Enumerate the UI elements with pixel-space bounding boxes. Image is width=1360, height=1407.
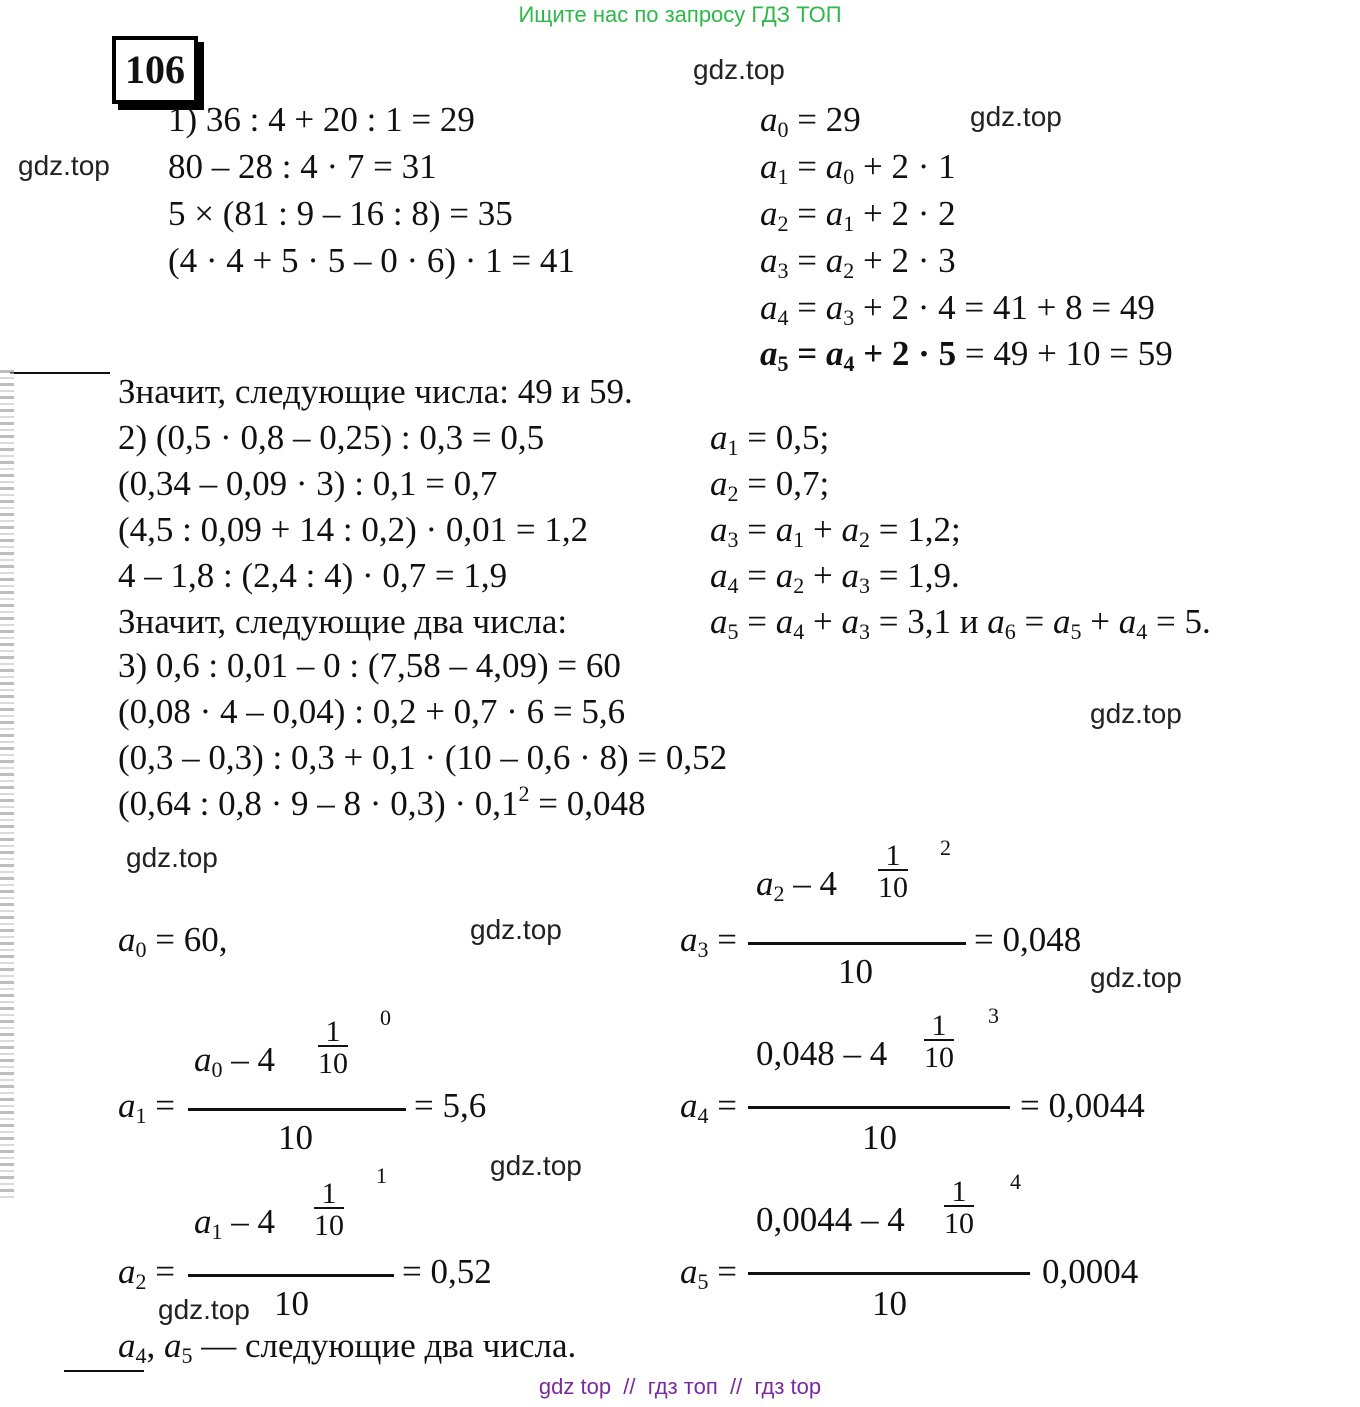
fraction-lhs: $a_2$ = xyxy=(118,1252,175,1294)
equation-line: 3) 0,6 : 0,01 – 0 : (7,58 – 4,09) = 60 xyxy=(118,646,621,685)
top-banner[interactable]: Ищите нас по запросу ГДЗ ТОП xyxy=(518,2,842,27)
sequence-formula: $a_4 = a_2 + a_3 = 1,9$. xyxy=(710,556,960,598)
bottom-banner[interactable]: gdz top // гдз топ // гдз top xyxy=(538,1374,822,1399)
sequence-formula: $a_5 = a_4 + 2 \cdot 5 = 49 + 10 = 59$ xyxy=(760,334,1173,376)
sequence-formula: $a_2 = 0,7$; xyxy=(710,464,830,506)
equation-line: 5 × (81 : 9 – 16 : 8) = 35 xyxy=(168,194,513,233)
fraction-numerator: 0,048 – 4 xyxy=(756,1034,888,1073)
paren-fraction: 1 10 xyxy=(944,1175,974,1240)
divider xyxy=(64,1370,144,1372)
equation-line: (4 · 4 + 5 · 5 – 0 · 6) · 1 = 41 xyxy=(168,241,575,280)
fraction-result: = 0,52 xyxy=(402,1252,492,1291)
task-number: 106 xyxy=(112,36,198,104)
fraction-lhs: $a_3$ = xyxy=(680,920,737,962)
equation-line: (0,3 – 0,3) : 0,3 + 0,1 · (10 – 0,6 · 8) = 0,52 xyxy=(118,738,728,777)
fraction-lhs: $a_1$ = xyxy=(118,1086,175,1128)
equation-line: 4 – 1,8 : (2,4 : 4) · 0,7 = 1,9 xyxy=(118,556,508,595)
fraction-result: = 5,6 xyxy=(414,1086,487,1125)
fraction-result: 0,0004 xyxy=(1042,1252,1139,1291)
fraction-lhs: $a_5$ = xyxy=(680,1252,737,1294)
fraction-bar xyxy=(188,1274,394,1277)
fraction-numerator: $a_0 - 4$ xyxy=(194,1040,275,1082)
scan-edge xyxy=(0,370,14,1200)
watermark: gdz.top xyxy=(158,1294,250,1325)
divider xyxy=(10,372,110,374)
fraction-denominator: 10 xyxy=(862,1118,897,1157)
watermark: gdz.top xyxy=(1090,962,1182,993)
equation-line: (0,34 – 0,09 · 3) : 0,1 = 0,7 xyxy=(118,464,498,503)
sequence-formula: $a_0 = 60$, xyxy=(118,920,228,962)
fraction-lhs: $a_4$ = xyxy=(680,1086,737,1128)
sequence-formula: $a_3 = a_1 + a_2 = 1,2$; xyxy=(710,510,961,552)
fraction-numerator: $a_2 - 4$ xyxy=(756,864,837,906)
sequence-formula: $a_1 = a_0 + 2 \cdot 1$ xyxy=(760,147,956,189)
exponent: 3 xyxy=(988,1003,999,1028)
fraction-numerator: 0,0044 – 4 xyxy=(756,1200,905,1239)
equation-line: 1) 36 : 4 + 20 : 1 = 29 xyxy=(168,100,475,139)
equation-line: 80 – 28 : 4 · 7 = 31 xyxy=(168,147,437,186)
sequence-formula: $a_4 = a_3 + 2 \cdot 4 = 41 + 8 = 49$ xyxy=(760,288,1155,330)
fraction-bar xyxy=(188,1108,406,1111)
watermark: gdz.top xyxy=(18,150,110,181)
sequence-formula: $a_5 = a_4 + a_3 = 3,1$ и $a_6 = a_5 + a_4 = 5$. xyxy=(710,602,1211,644)
sequence-formula: $a_2 = a_1 + 2 \cdot 2$ xyxy=(760,194,956,236)
sequence-formula: $a_0 = 29$ xyxy=(760,100,861,142)
fraction-result: = 0,0044 xyxy=(1020,1086,1145,1125)
equation-line: (4,5 : 0,09 + 14 : 0,2) · 0,01 = 1,2 xyxy=(118,510,589,549)
equation-line: 2) (0,5 · 0,8 – 0,25) : 0,3 = 0,5 xyxy=(118,418,545,457)
fraction-denominator: 10 xyxy=(278,1118,313,1157)
equation-line: (0,64 : $0,8 \cdot 9 - 8 \cdot 0,3) \cdot 0,1^2 = 0,048$ xyxy=(118,781,646,823)
watermark: gdz.top xyxy=(970,101,1062,132)
watermark: gdz.top xyxy=(1090,698,1182,729)
fraction-denominator: 10 xyxy=(872,1284,907,1323)
sequence-formula: $a_3 = a_2 + 2 \cdot 3$ xyxy=(760,241,956,283)
watermark: gdz.top xyxy=(470,914,562,945)
exponent: 2 xyxy=(940,835,951,860)
final-conclusion: $a_4$, $a_5$ — следующие два числа. xyxy=(118,1326,577,1368)
watermark: gdz.top xyxy=(490,1150,582,1181)
exponent: 4 xyxy=(1010,1169,1021,1194)
fraction-denominator: 10 xyxy=(838,952,873,991)
conclusion: Значит, следующие два числа: xyxy=(118,602,568,641)
watermark: gdz.top xyxy=(126,842,218,873)
conclusion: Значит, следующие числа: 49 и 59. xyxy=(118,372,633,411)
fraction-denominator: 10 xyxy=(274,1284,309,1323)
paren-fraction: 1 10 xyxy=(878,839,908,904)
fraction-result: = 0,048 xyxy=(974,920,1082,959)
paren-fraction: 1 10 xyxy=(924,1009,954,1074)
paren-fraction: 1 10 xyxy=(318,1015,348,1080)
fraction-bar xyxy=(748,942,966,945)
exponent: 1 xyxy=(376,1163,387,1188)
fraction-bar xyxy=(748,1106,1010,1109)
sequence-formula: $a_1 = 0,5$; xyxy=(710,418,830,460)
fraction-bar xyxy=(748,1272,1030,1275)
watermark: gdz.top xyxy=(693,54,785,85)
equation-line: (0,08 · 4 – 0,04) : 0,2 + 0,7 · 6 = 5,6 xyxy=(118,692,626,731)
exponent: 0 xyxy=(380,1005,391,1030)
paren-fraction: 1 10 xyxy=(314,1177,344,1242)
fraction-numerator: $a_1 - 4$ xyxy=(194,1202,275,1244)
